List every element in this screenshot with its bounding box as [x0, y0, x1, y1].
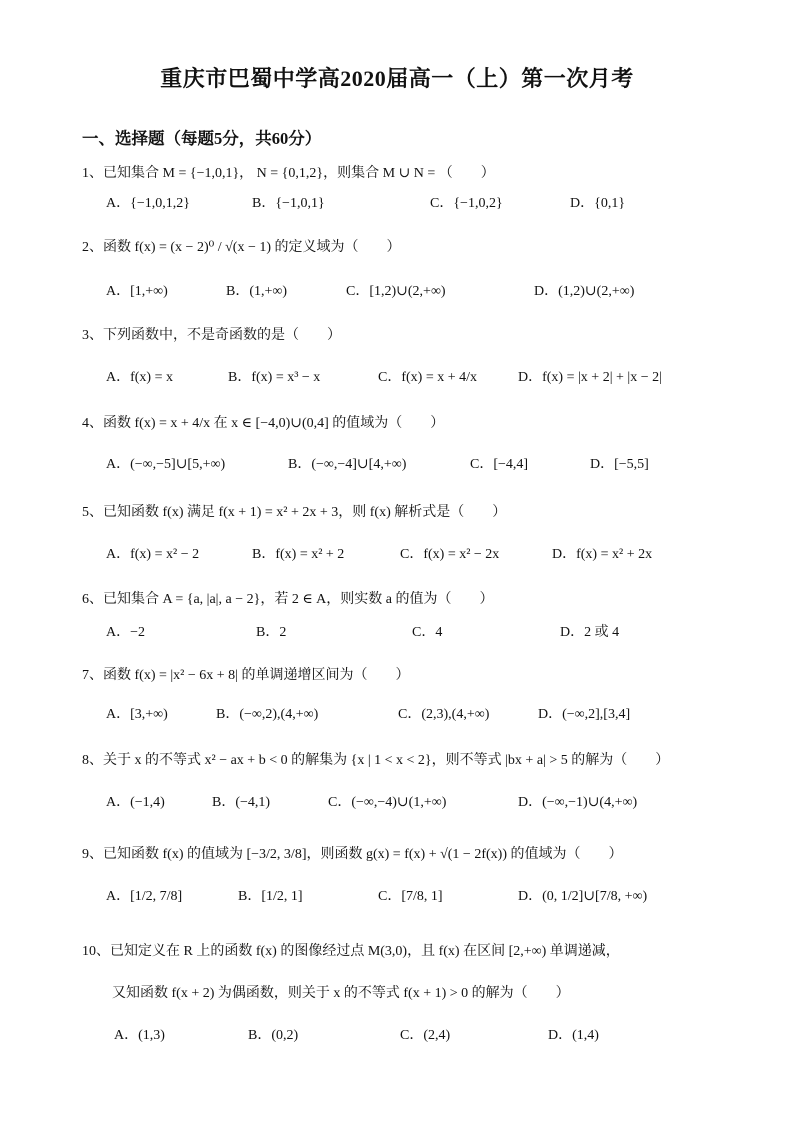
options-2 — [82, 280, 702, 302]
option-a: A．f(x) = x — [106, 370, 173, 385]
option-c: C．f(x) = x + 4/x — [378, 370, 478, 385]
option-d: D．(1,2)∪(2,+∞) — [534, 284, 635, 299]
option-a: A．[1,+∞) — [106, 284, 168, 299]
option-b: B．(−4,1) — [212, 795, 271, 810]
option-b: B．{−1,0,1} — [252, 196, 325, 211]
option-c: C．[−4,4] — [470, 457, 529, 472]
options-3 — [82, 366, 702, 388]
option-b: B．(1,+∞) — [226, 284, 288, 299]
option-a: A．(1,3) — [114, 1028, 165, 1043]
question-7: 7、函数 f(x) = |x² − 6x + 8| 的单调递增区间为（ ） — [82, 668, 410, 683]
option-c: C．{−1,0,2} — [430, 196, 503, 211]
option-b: B．[1/2, 1] — [238, 889, 303, 904]
option-d: D．(0, 1/2]∪[7/8, +∞) — [518, 889, 648, 904]
option-c: C．f(x) = x² − 2x — [400, 547, 500, 562]
option-b: B．(0,2) — [248, 1028, 299, 1043]
options-9 — [82, 885, 702, 907]
question-3: 3、下列函数中，不是奇函数的是（ ） — [82, 328, 341, 343]
option-c: C．[1,2)∪(2,+∞) — [346, 284, 446, 299]
question-4: 4、函数 f(x) = x + 4/x 在 x ∈ [−4,0)∪(0,4] 的值域为（ ） — [82, 416, 445, 431]
question-2: 2、函数 f(x) = (x − 2)⁰ / √(x − 1) 的定义域为（ ） — [82, 240, 401, 255]
option-b: B．f(x) = x² + 2 — [252, 547, 345, 562]
option-b: B．2 — [256, 625, 287, 640]
option-a: A．[1/2, 7/8] — [106, 889, 183, 904]
option-c: C．(2,3),(4,+∞) — [398, 707, 490, 722]
option-a: A．−2 — [106, 625, 146, 640]
option-d: D．{0,1} — [570, 196, 626, 211]
question-8: 8、关于 x 的不等式 x² − ax + b < 0 的解集为 {x | 1 < x < 2}，则不等式 |bx + a| > 5 的解为（ ） — [82, 753, 670, 768]
options-1 — [82, 192, 702, 214]
option-c: C．(−∞,−4)∪(1,+∞) — [328, 795, 447, 810]
option-b: B．(−∞,−4]∪[4,+∞) — [288, 457, 407, 472]
option-a: A．(−1,4) — [106, 795, 165, 810]
options-10 — [82, 1024, 702, 1046]
question-9: 9、已知函数 f(x) 的值域为 [−3/2, 3/8]，则函数 g(x) = f(x) + √(1 − 2f(x)) 的值域为（ ） — [82, 847, 623, 862]
option-c: C．[7/8, 1] — [378, 889, 443, 904]
option-d: D．(−∞,2],[3,4] — [538, 707, 631, 722]
question-10-continued: 又知函数 f(x + 2) 为偶函数，则关于 x 的不等式 f(x + 1) > 0 的解为（ ） — [112, 986, 570, 1001]
option-a: A．[3,+∞) — [106, 707, 168, 722]
question-6: 6、已知集合 A = {a, |a|, a − 2}，若 2 ∈ A，则实数 a 的值为（ ） — [82, 592, 494, 607]
option-d: D．(−∞,−1)∪(4,+∞) — [518, 795, 638, 810]
option-a: A．{−1,0,1,2} — [106, 196, 190, 211]
question-10: 10、已知定义在 R 上的函数 f(x) 的图像经过点 M(3,0)，且 f(x) 在区间 [2,+∞) 单调递减， — [82, 944, 620, 959]
option-a: A．f(x) = x² − 2 — [106, 547, 200, 562]
option-c: C．4 — [412, 625, 443, 640]
option-b: B．(−∞,2),(4,+∞) — [216, 707, 319, 722]
option-d: D．(1,4) — [548, 1028, 599, 1043]
options-5 — [82, 543, 702, 565]
option-d: D．f(x) = x² + 2x — [552, 547, 653, 562]
option-d: D．f(x) = |x + 2| + |x − 2| — [518, 370, 662, 385]
options-8 — [82, 791, 702, 813]
option-d: D．[−5,5] — [590, 457, 649, 472]
options-4 — [82, 453, 702, 475]
option-d: D．2 或 4 — [560, 625, 620, 640]
options-7 — [82, 703, 702, 725]
option-a: A．(−∞,−5]∪[5,+∞) — [106, 457, 226, 472]
options-6 — [82, 621, 702, 643]
page-title: 重庆市巴蜀中学高2020届高一（上）第一次月考 — [160, 66, 634, 91]
option-b: B．f(x) = x³ − x — [228, 370, 321, 385]
question-1: 1、已知集合 M = {−1,0,1}， N = {0,1,2}，则集合 M ∪ N = （ ） — [82, 166, 495, 181]
question-5: 5、已知函数 f(x) 满足 f(x + 1) = x² + 2x + 3，则 f(x) 解析式是（ ） — [82, 505, 507, 520]
option-c: C．(2,4) — [400, 1028, 451, 1043]
section-heading: 一、选择题（每题5分，共60分） — [82, 129, 322, 148]
